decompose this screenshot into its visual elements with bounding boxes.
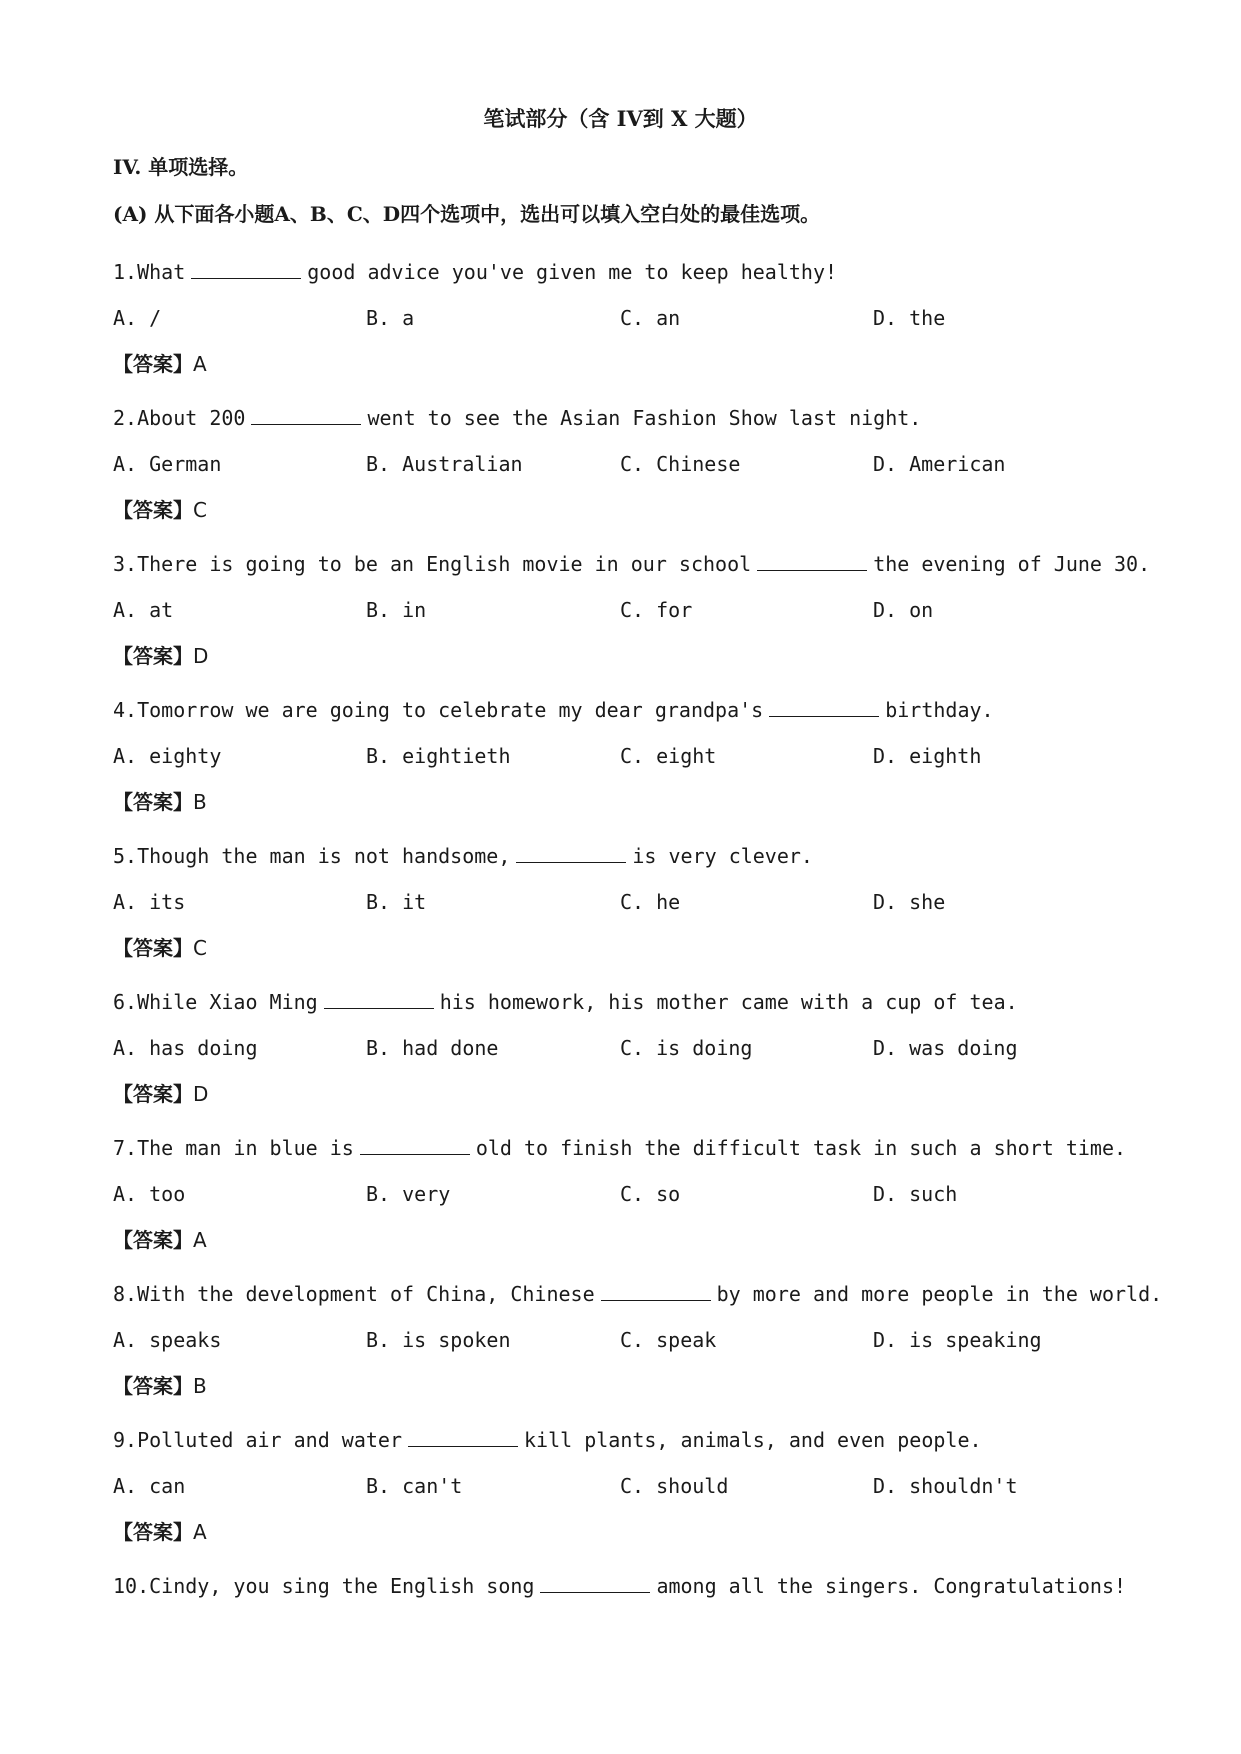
question-text-after-blank: by more and more people in the world. — [716, 1282, 1163, 1306]
question-item — [113, 400, 1133, 546]
answer-label: 【答案】 — [113, 644, 193, 668]
answer-label: 【答案】 — [113, 1520, 193, 1544]
question-text-before-blank: 6.While Xiao Ming — [113, 990, 318, 1014]
question-list — [113, 254, 1163, 1614]
answer-value: C — [193, 498, 207, 522]
options-row — [113, 738, 1133, 784]
question-text-before-blank: 7.The man in blue is — [113, 1136, 354, 1160]
option-c: C. Chinese — [620, 452, 741, 476]
option-d: D. on — [873, 598, 934, 622]
answer-key — [113, 1514, 1133, 1568]
section-heading: IV. 单项选择。 — [113, 155, 249, 179]
answer-value: B — [193, 790, 207, 814]
question-stem — [113, 254, 1133, 300]
answer-key — [113, 346, 1133, 400]
answer-blank — [516, 840, 626, 863]
question-item — [113, 1276, 1163, 1422]
options-row — [113, 1322, 1133, 1368]
question-stem — [113, 692, 1133, 738]
answer-key — [113, 1368, 1133, 1422]
option-b: B. very — [366, 1182, 451, 1206]
answer-blank — [769, 694, 879, 717]
question-text-after-blank: his homework, his mother came with a cup of tea. — [439, 990, 1018, 1014]
question-text-after-blank: old to finish the difficult task in such a short time. — [475, 1136, 1127, 1160]
question-stem — [113, 984, 1133, 1030]
option-d: D. is speaking — [873, 1328, 1042, 1352]
option-d: D. she — [873, 890, 946, 914]
answer-value: D — [193, 644, 209, 668]
question-text-after-blank: good advice you've given me to keep healthy! — [307, 260, 838, 284]
subsection-instruction: (A) 从下面各小题A、B、C、D四个选项中，选出可以填入空白处的最佳选项。 — [113, 202, 821, 226]
answer-key — [113, 1222, 1133, 1276]
option-c: C. should — [620, 1474, 729, 1498]
question-stem — [113, 1568, 1133, 1614]
answer-key — [113, 492, 1133, 546]
question-item — [113, 838, 1133, 984]
option-b: B. it — [366, 890, 427, 914]
question-text-before-blank: 9.Polluted air and water — [113, 1428, 402, 1452]
question-item — [113, 254, 1133, 400]
option-b: B. can't — [366, 1474, 463, 1498]
options-row — [113, 300, 1133, 346]
question-stem — [113, 1276, 1163, 1322]
question-stem — [113, 1422, 1133, 1468]
option-a: A. at — [113, 598, 174, 622]
option-a: A. German — [113, 452, 222, 476]
question-text-after-blank: birthday. — [885, 698, 994, 722]
question-stem — [113, 400, 1133, 446]
answer-blank — [191, 256, 301, 279]
option-d: D. was doing — [873, 1036, 1018, 1060]
question-item — [113, 1130, 1133, 1276]
answer-blank — [540, 1570, 650, 1593]
option-b: B. had done — [366, 1036, 499, 1060]
question-item — [113, 984, 1133, 1130]
answer-label: 【答案】 — [113, 1082, 193, 1106]
answer-value: B — [193, 1374, 207, 1398]
answer-key — [113, 1076, 1133, 1130]
question-text-before-blank: 5.Though the man is not handsome, — [113, 844, 511, 868]
option-c: C. speak — [620, 1328, 717, 1352]
option-c: C. so — [620, 1182, 681, 1206]
option-a: A. too — [113, 1182, 186, 1206]
answer-label: 【答案】 — [113, 352, 193, 376]
option-b: B. in — [366, 598, 427, 622]
option-b: B. is spoken — [366, 1328, 511, 1352]
option-a: A. can — [113, 1474, 186, 1498]
question-text-before-blank: 2.About 200 — [113, 406, 246, 430]
options-row — [113, 446, 1133, 492]
answer-value: C — [193, 936, 207, 960]
answer-blank — [251, 402, 361, 425]
question-text-after-blank: went to see the Asian Fashion Show last night. — [367, 406, 922, 430]
option-a: A. / — [113, 306, 162, 330]
question-item — [113, 692, 1133, 838]
answer-key — [113, 930, 1133, 984]
question-text-before-blank: 4.Tomorrow we are going to celebrate my dear grandpa's — [113, 698, 764, 722]
question-text-after-blank: among all the singers. Congratulations! — [656, 1574, 1127, 1598]
answer-value: A — [193, 1520, 207, 1544]
question-text-before-blank: 10.Cindy, you sing the English song — [113, 1574, 535, 1598]
option-a: A. has doing — [113, 1036, 258, 1060]
option-a: A. eighty — [113, 744, 222, 768]
option-c: C. an — [620, 306, 681, 330]
question-item — [113, 546, 1151, 692]
answer-label: 【答案】 — [113, 936, 193, 960]
option-d: D. shouldn't — [873, 1474, 1018, 1498]
answer-value: A — [193, 352, 207, 376]
option-c: C. eight — [620, 744, 717, 768]
question-text-after-blank: is very clever. — [632, 844, 813, 868]
option-c: C. is doing — [620, 1036, 753, 1060]
question-text-before-blank: 1.What — [113, 260, 186, 284]
option-d: D. such — [873, 1182, 958, 1206]
option-b: B. Australian — [366, 452, 523, 476]
question-text-after-blank: kill plants, animals, and even people. — [523, 1428, 982, 1452]
answer-blank — [324, 986, 434, 1009]
answer-key — [113, 638, 1133, 692]
options-row — [113, 1176, 1133, 1222]
option-b: B. eightieth — [366, 744, 511, 768]
option-c: C. he — [620, 890, 681, 914]
question-item — [113, 1422, 1133, 1568]
question-text-before-blank: 8.With the development of China, Chinese — [113, 1282, 595, 1306]
question-stem — [113, 838, 1133, 884]
answer-blank — [601, 1278, 711, 1301]
option-d: D. the — [873, 306, 946, 330]
answer-blank — [408, 1424, 518, 1447]
page-title: 笔试部分（含 IV到 X 大题） — [483, 106, 758, 131]
answer-label: 【答案】 — [113, 790, 193, 814]
answer-label: 【答案】 — [113, 498, 193, 522]
answer-value: D — [193, 1082, 209, 1106]
question-stem — [113, 1130, 1133, 1176]
options-row — [113, 592, 1133, 638]
answer-blank — [360, 1132, 470, 1155]
question-text-after-blank: the evening of June 30. — [873, 552, 1151, 576]
option-c: C. for — [620, 598, 693, 622]
answer-key — [113, 784, 1133, 838]
answer-label: 【答案】 — [113, 1374, 193, 1398]
option-a: A. its — [113, 890, 186, 914]
option-d: D. eighth — [873, 744, 982, 768]
answer-blank — [757, 548, 867, 571]
options-row — [113, 1468, 1133, 1514]
answer-value: A — [193, 1228, 207, 1252]
question-item — [113, 1568, 1133, 1614]
question-stem — [113, 546, 1151, 592]
option-d: D. American — [873, 452, 1006, 476]
answer-label: 【答案】 — [113, 1228, 193, 1252]
question-text-before-blank: 3.There is going to be an English movie in our school — [113, 552, 752, 576]
options-row — [113, 1030, 1133, 1076]
option-a: A. speaks — [113, 1328, 222, 1352]
options-row — [113, 884, 1133, 930]
option-b: B. a — [366, 306, 415, 330]
